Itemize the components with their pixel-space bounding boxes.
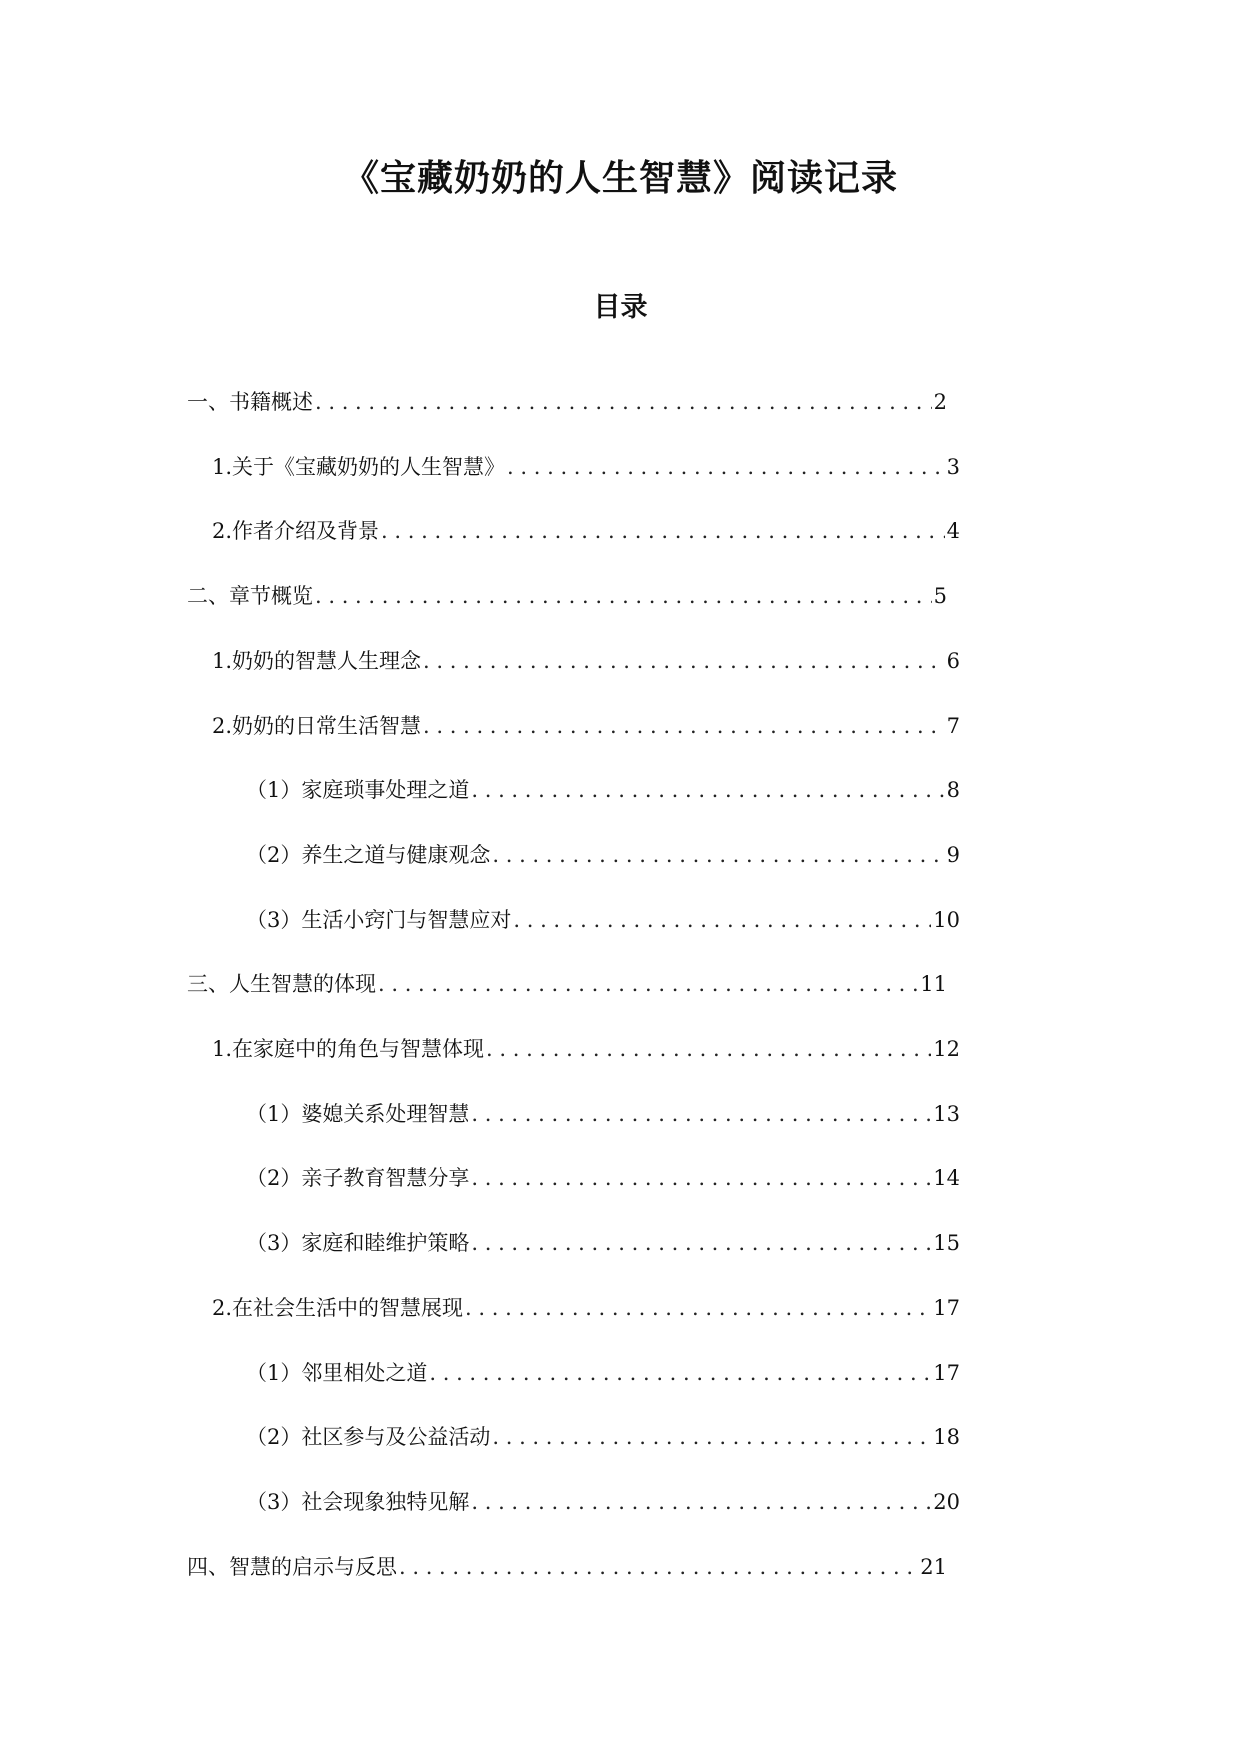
- toc-entry-label: （1）家庭琐事处理之道: [246, 778, 470, 803]
- toc-entry[interactable]: [212, 450, 960, 484]
- toc-entry[interactable]: [212, 1032, 960, 1066]
- toc-entry-label: 一、书籍概述: [187, 390, 313, 414]
- toc-dot-leader: [511, 903, 931, 937]
- toc-entry[interactable]: [212, 514, 960, 548]
- toc-entry[interactable]: [246, 1161, 960, 1195]
- toc-entry[interactable]: [246, 838, 960, 872]
- toc-entry-page-number: 13: [933, 1101, 960, 1126]
- toc-entry-label: 三、人生智慧的体现: [187, 972, 376, 997]
- toc-dot-leader: [463, 1291, 931, 1325]
- toc-entry-number: 2.: [212, 1295, 233, 1320]
- toc-entry[interactable]: [187, 385, 947, 419]
- toc-entry-number: 2.: [212, 713, 233, 738]
- toc-entry[interactable]: [187, 967, 947, 1001]
- toc-dot-leader: [421, 709, 945, 743]
- toc-entry[interactable]: [212, 644, 960, 678]
- toc-dot-leader: [469, 1485, 931, 1519]
- toc-entry-label: 在社会生活中的智慧展现: [232, 1295, 464, 1320]
- toc-entry-page-number: 12: [933, 1037, 960, 1061]
- toc-heading: 目录: [593, 292, 648, 323]
- toc-entry-number: 1.: [212, 1037, 233, 1061]
- toc-entry[interactable]: [246, 1420, 960, 1454]
- toc-entry-page-number: 7: [946, 713, 960, 738]
- toc-dot-leader: [397, 1550, 918, 1584]
- toc-entry-page-number: 9: [946, 842, 960, 867]
- toc-entry-page-number: 2: [933, 390, 947, 414]
- toc-entry-page-number: 21: [920, 1554, 947, 1579]
- toc-entry[interactable]: [246, 903, 960, 937]
- toc-entry-page-number: 17: [933, 1295, 960, 1320]
- toc-entry-page-number: 18: [933, 1425, 960, 1450]
- toc-dot-leader: [313, 385, 932, 419]
- toc-entry[interactable]: [246, 1356, 960, 1390]
- toc-entry[interactable]: [187, 579, 947, 613]
- toc-entry-label: （3）社会现象独特见解: [246, 1489, 470, 1514]
- toc-entry-label: （1）婆媳关系处理智慧: [246, 1101, 470, 1126]
- toc-dot-leader: [469, 1226, 931, 1260]
- toc-dot-leader: [427, 1356, 931, 1390]
- toc-dot-leader: [469, 1161, 931, 1195]
- toc-entry-page-number: 3: [946, 454, 960, 479]
- toc-entry-page-number: 10: [933, 907, 960, 932]
- toc-entry-page-number: 20: [933, 1489, 960, 1514]
- page-title: 《宝藏奶奶的人生智慧》阅读记录: [342, 157, 898, 199]
- toc-entry[interactable]: [246, 1226, 960, 1260]
- toc-entry-page-number: 11: [920, 972, 947, 997]
- toc-entry-page-number: 8: [946, 778, 960, 803]
- toc-entry[interactable]: [212, 709, 960, 743]
- toc-entry-page-number: 14: [933, 1166, 960, 1191]
- toc-entry-page-number: 15: [933, 1231, 960, 1256]
- toc-entry-label: （3）生活小窍门与智慧应对: [246, 907, 512, 932]
- toc-dot-leader: [421, 644, 945, 678]
- toc-entry-number: 1.: [212, 454, 233, 479]
- toc-entry-number: 2.: [212, 519, 233, 544]
- toc-dot-leader: [379, 514, 945, 548]
- toc-entry-label: 二、章节概览: [187, 584, 313, 609]
- toc-dot-leader: [490, 1420, 931, 1454]
- toc-entry-label: （1）邻里相处之道: [246, 1360, 428, 1385]
- toc-entry-page-number: 5: [933, 584, 947, 609]
- toc-dot-leader: [505, 450, 945, 484]
- toc-entry-page-number: 17: [933, 1360, 960, 1385]
- toc-dot-leader: [376, 967, 918, 1001]
- toc-dot-leader: [490, 838, 944, 872]
- toc-entry-label: 在家庭中的角色与智慧体现: [232, 1037, 485, 1061]
- toc-dot-leader: [469, 773, 944, 807]
- toc-entry-label: 四、智慧的启示与反思: [187, 1554, 397, 1579]
- toc-entry[interactable]: [212, 1291, 960, 1325]
- toc-entry-label: （2）亲子教育智慧分享: [246, 1166, 470, 1191]
- toc-entry-label: （2）养生之道与健康观念: [246, 842, 491, 867]
- toc-dot-leader: [313, 579, 932, 613]
- toc-entry-page-number: 4: [946, 519, 960, 544]
- toc-entry-label: （3）家庭和睦维护策略: [246, 1231, 470, 1256]
- toc-entry[interactable]: [246, 1485, 960, 1519]
- toc-dot-leader: [469, 1097, 931, 1131]
- toc-entry-number: 1.: [212, 648, 233, 673]
- toc-entry-label: 奶奶的智慧人生理念: [232, 648, 422, 673]
- toc-dot-leader: [484, 1032, 931, 1066]
- toc-entry[interactable]: [246, 773, 960, 807]
- toc-entry[interactable]: [187, 1550, 947, 1584]
- toc-entry-label: 奶奶的日常生活智慧: [232, 713, 422, 738]
- toc-entry[interactable]: [246, 1097, 960, 1131]
- toc-entry-label: （2）社区参与及公益活动: [246, 1425, 491, 1450]
- toc-entry-label: 作者介绍及背景: [232, 519, 380, 544]
- toc-entry-page-number: 6: [946, 648, 960, 673]
- toc-entry-label: 关于《宝藏奶奶的人生智慧》: [232, 454, 506, 479]
